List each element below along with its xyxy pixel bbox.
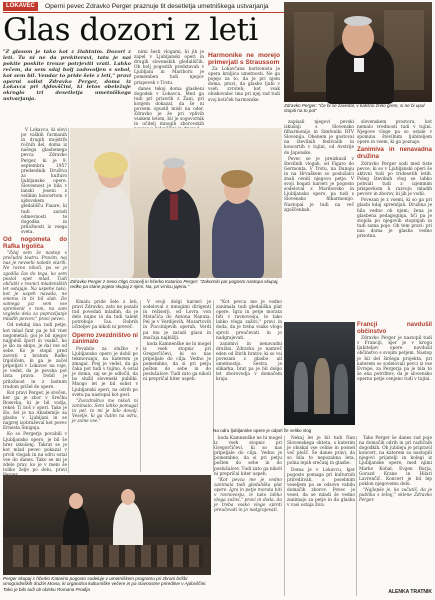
paragraph: Zdravko Perger sodi med tiste pevce, ki so v Ljubljanski operi še aktivni tudi po tridesetih letih. Poleg številnih vlog se lahko pohvali tudi z izjemnim prispevkom k razvoju mladih pevcev in zborov, ki jih je vodil.	[357, 161, 432, 198]
paragraph: Doma je v Lokavcu, kjer pogosto pomaga pri kulturnih prireditvah, s posebnim veseljem pa se odzove vabilu domačih zborov. Pevec je vesel, da se mladi še vedno zanimajo za petje in da glasba v vasi ostaja živa.	[287, 467, 355, 509]
group-photo	[70, 128, 282, 278]
column-1	[3, 128, 67, 473]
paragraph: Kmalu pride šele z leti, pravi Zdravko, zato ne pozabi rad povedati mladim, da je delo nujno in da tudi talent potrebuje čas. Dobrih učiteljev pa nikoli ni preveč.	[72, 300, 138, 331]
subheading: Harmonike ne morejo primerjati s Straussom	[208, 52, 280, 66]
paragraph: Tako Perger še danes rad poje na domačih odrih in pri različnih dogodkih. Ob jubileju je pripravil koncert, na katerem so nastopili njegovi prijatelji in kolegi iz Ljubljanske opere, med njimi Marko Kobal, Evgen Burja, Gorazd Krane in Hilari Lavrenčič. Koncert je bil lep poklon njegovemu delu.	[359, 436, 432, 487]
portrait-photo	[284, 2, 432, 102]
subheading: Od nogometa do Rafka Irgoliča	[3, 235, 67, 250]
paragraph: slovenskem prostoru, kot nemalo vrednosti tudi v tujini. Njegove vloge pa so ostale v spominu številnim ljubiteljem opere in vsem, ki ga poznajo.	[357, 120, 432, 146]
paragraph: Pevec se je preizkusil v številnih vlogah, od Figaro do Germonta. V Trstu, na Dunaju in na Hrvaškem so poslušalci znali ceniti njegovo petje. V svoji bogati karieri je pogosto sodeloval z Mariborsko in Ljubljansko opero, pa tudi s Slovensko filharmonijo. Nastopal je tudi na več zgoščenkah.	[284, 156, 354, 213]
paragraph: V svoji dolgi karieri je sodeloval z mnogimi dirigenti in režiserji, od Lovra von Matačića do Antona Nanuta. Pel je v Verdijevih, Mozartovih in Puccinijevih operah, Verdi pa mu je zaradi glasu in značaja najbližji.	[143, 300, 211, 341]
column-6	[214, 436, 282, 596]
column-4	[357, 120, 432, 320]
paragraph: "Kot pevca me je vedno zanimala tudi gledališka plat opere. Igra in petje morata biti v ravnovesju, le tako lahko vloga zaživi," pravi in doda, da je treba vsako vlogo sproti preučevati in jo nadgrajevati.	[216, 300, 282, 341]
column-2-bottom	[72, 300, 138, 472]
column-5	[357, 320, 432, 430]
paragraph: "Zvezdništvo me nikoli ni zanimalo. Sem lahko pomagal in pel, to mi je bilo dovolj. Veselje, ki ga čutim na odru, je zame vse."	[72, 398, 138, 425]
paragraph: Od nekdaj ima radi petje, kot mlad fant pa je bil vnet nogometaš; gol je bil njegov najljubši šport in vsakič, ko je šlo za ekipo, je dal vse od sebe. Ko je stopil pred zavrsti z bratom Rafko Irgoličem, ki ga je začel pripeljati v Lokavec na vaje, je vedel, da je pevska pot tista prava. Dobil je priložnost in z lastnim trudom prišel do opere.	[3, 323, 67, 390]
byline: ALENKA TRATNIK	[388, 589, 432, 595]
column-3-top	[208, 50, 280, 126]
headline: Glas dozori z leti	[3, 12, 258, 48]
subheading: Francji navdušil občinstvo	[357, 321, 432, 335]
paragraph: koda Kamnenške ne bi mogel iz vseh stopnic pri Gregorčičevi, ki so nas pripeljale do cilja. Vedno je pomembno, da si pri petju pošten do sebe in do poslušalcev. Tudi zato ga nikoli ni prepričal hiter uspeh.	[214, 436, 283, 477]
paragraph: "Zdaj sem že nastop v prečudni teatru. Pravim, naj nas je nevsehi nalede starih. Ne ravno nikoli, pa se je zgodila čas do tega, ko sem postal spet mlad. Tudi občutki v resnici mladeniških let ostajajo. Na uspehe tako, kot je uspeh navada, ne smemo in bi bil slab. Do samega jaz sem vse spremenil v tem, na sam vzgleda dela za popravljanje mladih pevcev," pravi pevec.	[3, 251, 67, 323]
stage-caption: Na odru ljubljanske opere je odpel že veliko vlog	[213, 428, 312, 433]
paragraph: V Lokavcu, ki slovi po vaških furmanih in drugih mojstrih ročnih del, doma iz našega glasbenega pevca Zdravko Perger, ki je 9. septembra 1957 predsednik Društva za kulturo ljubljanske opere. Slovesnost je bila v lanski jeseni z velikim koncertom v ajdovskem gledališču Fiaare, ki tudi zaradi odmevnosti te dogodka in priložnosti iz vsega sveta.	[21, 128, 67, 235]
paragraph: koda Kamnenške ne bi mogel iz vseh stopnic pri Gregorčičevi, ki so nas pripeljale do cilja. Vedno je pomembno, da si pri petju pošten do sebe in do poslušalcev. Tudi zato ga nikoli ni prepričal hiter uspeh.	[143, 341, 212, 383]
paragraph: Povezan je z vsemi, ki so ga pri glasbi kdaj spremljali. Družina je bila vedno ob njem; žena je glasbena pedagoginja, hči pa je stopila po njegovih stopinjah in tudi sama poje. Ob tem pravi: pri nas doma je glasba vedno prisotna.	[357, 198, 432, 239]
column-3-bottom	[284, 120, 354, 320]
section-label: LOKAVEC	[6, 3, 35, 9]
paragraph: zapisali njegovi pevski izkušnji s Slovensko filharmonijo in Simfoniki RTV Slovenija. Obenem je gostoval na številnih festivalih in koncertih v tujini, od Avstrije do Japonske.	[284, 120, 354, 156]
column-8	[359, 436, 432, 586]
column-2-top	[134, 50, 204, 126]
paragraph: Ko so Pergerja povabili v Ljubljansko opero, je bil še brez izkušenj. Takrat se je kot mlad pevec pokazal v prvih vlogah in na odru ostal vse do danes. Tako se mi je zdelo prav, ko je v meni še toliko želje po delu, pravi	[3, 432, 67, 474]
paragraph: Kot pravi Perger, je srečen, ker ga je zbor v Srečku Rosevka, ki je bil vodja, rekel: Ti boš v operi. Tako je šlo, šel je na Akademijo za glasbo v Ljubljani in se najprej izobraževal kot pevec Ernesta Šinigoja.	[3, 390, 67, 432]
paragraph: Za Lokavčana baritonista je opera kraljica umetnosti. Ne ga pojejo za to, da je pri njem doma, pravi, da glasbo ljubi v vseh zvrsteh; kot vsak obiskovalec ima pri njej rad tudi svoj kotiček harmonike.	[208, 67, 280, 103]
paragraph: danes tekoj doma glasbeni dogodek v Lokavcu. Med ga tudi pri prizorih z Žani, pri konjem dokazal, da še ni povsem opustil misli na oder. Zdravko je že pri vplivih vsakem letom, bil je sogovornik in učitelj mnogih zborovskih	[134, 86, 204, 128]
concert-photo	[3, 475, 211, 575]
paragraph: "Kot pevca me je vedno zanimala tudi gledališka plat opere. Igra in petje morata biti v ravnovesju, le tako lahko vloga zaživi," pravi in doda, da je treba vsako vlogo sproti preučevati in jo nadgrajevati.	[214, 477, 282, 514]
paragraph: Zdravko Perger je nastopil tudi v Franciji, kjer je v krogu ljubiteljev opere navdušil občinstvo s svojim petjem. Nastop je bil del širšega projekta, pri katerem so sodelovali pevci iz vse Evrope, za Pergerja pa je bila to še ena potrditev, da je slovensko operno petje cenjeno tudi v tujini.	[357, 336, 432, 382]
paragraph: zanimivi in nenavadni družini. Zdravko je namreč eden od štirih bratov, ki so vsi povezani z glasbo ali umetnostjo. Sestra je slikarka, brat pa je bil dolgo let zborovodja v domačem kraju.	[216, 341, 282, 383]
section-tag	[3, 2, 38, 11]
subheading: Operno zvezdništvo ni zanimalo	[72, 331, 139, 346]
paragraph: Nekaj let je bil tudi član Slovenskega okteta, s katerim je obiskal vse celine in posnel več plošč. Še danes pravi, da so bila to nepozabna leta, polna lepih srečanj in glasbe.	[287, 436, 355, 467]
concert-caption: Perger skupaj s hčerko Katarino pogosto sodeluje v umetniškem programu pri zbrani brišbi vinogradniških družin Movia, ki organizira kulturniške večere in pa slavnostne prireditve v Ajdovščini. Tako je bilo tudi ob obisku Romana Prodija	[3, 576, 207, 592]
column-2c	[143, 300, 211, 472]
paragraph: Povabilo za službo v Ljubljansko opero je dobil po tekmovanju, na katerem je zmagal. Prej je vedel, da ga čaka pot tudi v tujino. A ostal je doma, saj se je odločil, da bo služil slovenski publiki. Mnogo let je bil solist v Ljubljanski operi, na odrih po svetu pa nastopal kot gost.	[72, 346, 138, 398]
paragraph: nimi šesti vlogami, ki jih je zapel v Ljubljanski operi in drugih slovenskih gledališčih. Ob bolj pogostih predstavah v Ljubljani in Mariboru je pomemben tudi njegov prispevek v Trstu.	[134, 50, 204, 86]
group-caption: Zdravko Perger z Ireno Olgo Gracelj in hčerko Katarino Perger: "Zakonski par pogosto nastopa skupaj, redko pa stane pojeta skupaj z njimi. Na, pri vrnicu jajena."	[70, 279, 279, 290]
paragraph: "Najlepše je, ko začutiš, da je publika s teboj," sklene Zdravko Perger.	[359, 487, 432, 504]
column-7	[287, 436, 355, 596]
lead-paragraph: "Z glasom je tako kot z žlahtnim. Dozori z leti. Tu ni ne da prekiteravi, tatu je nai pokite poskite treuze potrjeviti vrati. Lahko rečem, da sem sdaj bolj zadovoljen s sebol, kot sem bil. Vendar to pride šele z leti," pravi operni solist Zdravko Perger, doma iz Lokavca pri Ajdovščini, ki letos obeležuje okroglo tri desetletja umetniškega ustvarjanja.	[3, 49, 131, 103]
stage-photo-wide	[284, 322, 355, 425]
kicker: Operni pevec Zdravko Perger praznuje tit desetletja umetniškega ustvarjanja	[45, 3, 269, 10]
portrait-caption: Zdravko Perger: "Če bi se zavedal, v kakšno žrelo grem, si ne bi upal stopiti na to pot"	[284, 103, 425, 114]
subheading: Zanimiva in nenavadna družina	[357, 146, 432, 161]
